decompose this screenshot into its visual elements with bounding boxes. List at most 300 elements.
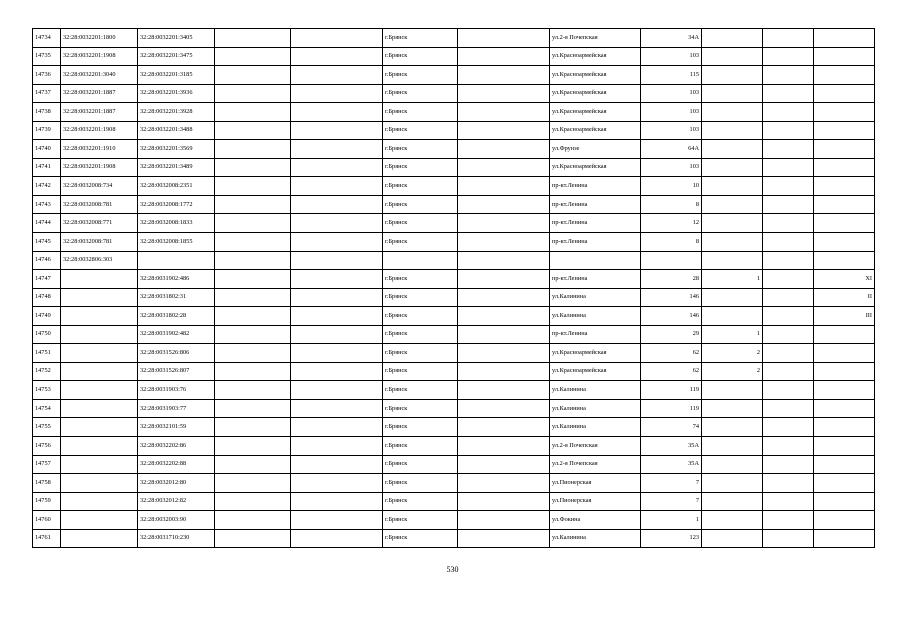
empty-cell-cell bbox=[763, 399, 814, 418]
record-number-cell: 14760 bbox=[33, 511, 61, 530]
empty-cell-cell bbox=[291, 177, 383, 196]
record-number-cell: 14738 bbox=[33, 103, 61, 122]
empty-cell-cell bbox=[291, 492, 383, 511]
empty-cell-cell bbox=[458, 344, 550, 363]
table-row bbox=[33, 344, 875, 363]
house-number-cell: 103 bbox=[641, 103, 702, 122]
city-cell bbox=[383, 251, 458, 270]
section-number-cell bbox=[702, 158, 763, 177]
page-number: 530 bbox=[446, 565, 459, 574]
object-number-cell: 32:28:0032201:3475 bbox=[138, 47, 215, 66]
section-number-cell bbox=[702, 437, 763, 456]
cadastral-number-cell: 32:28:0032201:1910 bbox=[61, 140, 138, 159]
empty-cell-cell bbox=[458, 251, 550, 270]
empty-cell-cell bbox=[291, 529, 383, 548]
empty-cell-cell bbox=[291, 418, 383, 437]
table-row bbox=[33, 307, 875, 326]
city-cell: г.Брянск bbox=[383, 66, 458, 85]
empty-cell-cell bbox=[291, 103, 383, 122]
object-number-cell: 32:28:0032012:80 bbox=[138, 474, 215, 493]
premises-roman-cell bbox=[814, 251, 875, 270]
cadastral-number-cell: 32:28:0032201:1887 bbox=[61, 84, 138, 103]
empty-cell-cell bbox=[763, 158, 814, 177]
object-number-cell bbox=[138, 251, 215, 270]
empty-cell-cell bbox=[458, 511, 550, 530]
street-cell: ул.Красноармейская bbox=[550, 103, 641, 122]
object-number-cell: 32:28:0032201:3936 bbox=[138, 84, 215, 103]
empty-cell-cell bbox=[458, 103, 550, 122]
table-row bbox=[33, 140, 875, 159]
record-number-cell: 14751 bbox=[33, 344, 61, 363]
city-cell: г.Брянск bbox=[383, 177, 458, 196]
empty-cell-cell bbox=[458, 47, 550, 66]
section-number-cell bbox=[702, 307, 763, 326]
cadastral-number-cell: 32:28:0032201:3040 bbox=[61, 66, 138, 85]
premises-roman-cell bbox=[814, 511, 875, 530]
empty-cell-cell bbox=[763, 121, 814, 140]
cadastral-number-cell: 32:28:0032201:1800 bbox=[61, 29, 138, 48]
city-cell: г.Брянск bbox=[383, 121, 458, 140]
empty-cell-cell bbox=[291, 251, 383, 270]
cadastral-number-cell bbox=[61, 288, 138, 307]
house-number-cell: 62 bbox=[641, 344, 702, 363]
cadastral-number-cell bbox=[61, 362, 138, 381]
record-number-cell: 14748 bbox=[33, 288, 61, 307]
record-number-cell: 14753 bbox=[33, 381, 61, 400]
cadastral-number-cell: 32:28:0032201:1908 bbox=[61, 158, 138, 177]
empty-cell-cell bbox=[291, 158, 383, 177]
table-row bbox=[33, 121, 875, 140]
section-number-cell bbox=[702, 418, 763, 437]
city-cell: г.Брянск bbox=[383, 140, 458, 159]
premises-roman-cell bbox=[814, 455, 875, 474]
house-number-cell bbox=[641, 251, 702, 270]
premises-roman-cell: III bbox=[814, 307, 875, 326]
premises-roman-cell bbox=[814, 177, 875, 196]
premises-roman-cell bbox=[814, 492, 875, 511]
object-number-cell: 32:28:0031526:806 bbox=[138, 344, 215, 363]
cadastral-number-cell bbox=[61, 492, 138, 511]
section-number-cell bbox=[702, 455, 763, 474]
cadastral-number-cell: 32:28:0032008:781 bbox=[61, 195, 138, 214]
empty-cell-cell bbox=[458, 529, 550, 548]
city-cell: г.Брянск bbox=[383, 29, 458, 48]
city-cell: г.Брянск bbox=[383, 84, 458, 103]
record-number-cell: 14742 bbox=[33, 177, 61, 196]
record-number-cell: 14752 bbox=[33, 362, 61, 381]
section-number-cell bbox=[702, 177, 763, 196]
section-number-cell bbox=[702, 47, 763, 66]
city-cell: г.Брянск bbox=[383, 362, 458, 381]
street-cell: ул.Красноармейская bbox=[550, 344, 641, 363]
empty-cell-cell bbox=[763, 66, 814, 85]
table-row bbox=[33, 511, 875, 530]
empty-cell-cell bbox=[763, 103, 814, 122]
table-row bbox=[33, 214, 875, 233]
record-number-cell: 14741 bbox=[33, 158, 61, 177]
section-number-cell bbox=[702, 195, 763, 214]
empty-cell-cell bbox=[763, 437, 814, 456]
empty-cell-cell bbox=[763, 84, 814, 103]
record-number-cell: 14740 bbox=[33, 140, 61, 159]
section-number-cell bbox=[702, 474, 763, 493]
premises-roman-cell bbox=[814, 437, 875, 456]
record-number-cell: 14759 bbox=[33, 492, 61, 511]
premises-roman-cell bbox=[814, 362, 875, 381]
empty-cell-cell bbox=[458, 29, 550, 48]
premises-roman-cell bbox=[814, 47, 875, 66]
street-cell: ул.Фокина bbox=[550, 511, 641, 530]
empty-cell-cell bbox=[215, 325, 291, 344]
empty-cell-cell bbox=[215, 492, 291, 511]
empty-cell-cell bbox=[458, 177, 550, 196]
section-number-cell bbox=[702, 103, 763, 122]
object-number-cell: 32:28:0032101:59 bbox=[138, 418, 215, 437]
empty-cell-cell bbox=[291, 381, 383, 400]
house-number-cell: 7 bbox=[641, 492, 702, 511]
empty-cell-cell bbox=[458, 418, 550, 437]
record-number-cell: 14757 bbox=[33, 455, 61, 474]
record-number-cell: 14737 bbox=[33, 84, 61, 103]
section-number-cell bbox=[702, 121, 763, 140]
street-cell: пр-кт.Ленина bbox=[550, 233, 641, 252]
section-number-cell: 1 bbox=[702, 270, 763, 289]
empty-cell-cell bbox=[215, 270, 291, 289]
cadastral-number-cell bbox=[61, 437, 138, 456]
table-row bbox=[33, 103, 875, 122]
premises-roman-cell bbox=[814, 344, 875, 363]
object-number-cell: 32:28:0032201:3405 bbox=[138, 29, 215, 48]
empty-cell-cell bbox=[215, 474, 291, 493]
empty-cell-cell bbox=[458, 84, 550, 103]
empty-cell-cell bbox=[763, 195, 814, 214]
empty-cell-cell bbox=[291, 288, 383, 307]
city-cell: г.Брянск bbox=[383, 511, 458, 530]
city-cell: г.Брянск bbox=[383, 381, 458, 400]
house-number-cell: 1 bbox=[641, 511, 702, 530]
cadastral-number-cell bbox=[61, 455, 138, 474]
empty-cell-cell bbox=[458, 362, 550, 381]
street-cell: ул.2-я Почепская bbox=[550, 437, 641, 456]
table-row bbox=[33, 362, 875, 381]
table-row bbox=[33, 381, 875, 400]
house-number-cell: 64А bbox=[641, 140, 702, 159]
premises-roman-cell bbox=[814, 418, 875, 437]
object-number-cell: 32:28:0031902:486 bbox=[138, 270, 215, 289]
empty-cell-cell bbox=[215, 121, 291, 140]
premises-roman-cell bbox=[814, 529, 875, 548]
table-row bbox=[33, 399, 875, 418]
section-number-cell bbox=[702, 251, 763, 270]
object-number-cell: 32:28:0032201:3488 bbox=[138, 121, 215, 140]
table-row bbox=[33, 455, 875, 474]
city-cell: г.Брянск bbox=[383, 455, 458, 474]
street-cell: ул.Красноармейская bbox=[550, 158, 641, 177]
empty-cell-cell bbox=[291, 455, 383, 474]
empty-cell-cell bbox=[458, 474, 550, 493]
table-row bbox=[33, 66, 875, 85]
empty-cell-cell bbox=[763, 288, 814, 307]
street-cell: ул.Калинина bbox=[550, 418, 641, 437]
empty-cell-cell bbox=[458, 399, 550, 418]
empty-cell-cell bbox=[291, 47, 383, 66]
city-cell: г.Брянск bbox=[383, 325, 458, 344]
city-cell: г.Брянск bbox=[383, 344, 458, 363]
empty-cell-cell bbox=[215, 455, 291, 474]
empty-cell-cell bbox=[291, 195, 383, 214]
house-number-cell: 8 bbox=[641, 233, 702, 252]
street-cell: ул.Красноармейская bbox=[550, 47, 641, 66]
house-number-cell: 62 bbox=[641, 362, 702, 381]
table-row bbox=[33, 325, 875, 344]
registry-table bbox=[32, 28, 875, 548]
record-number-cell: 14750 bbox=[33, 325, 61, 344]
empty-cell-cell bbox=[458, 66, 550, 85]
premises-roman-cell bbox=[814, 121, 875, 140]
table-row bbox=[33, 492, 875, 511]
empty-cell-cell bbox=[763, 233, 814, 252]
table-row bbox=[33, 177, 875, 196]
street-cell: ул.2-я Почепская bbox=[550, 455, 641, 474]
empty-cell-cell bbox=[763, 529, 814, 548]
street-cell: ул.Красноармейская bbox=[550, 121, 641, 140]
empty-cell-cell bbox=[763, 325, 814, 344]
house-number-cell: 35А bbox=[641, 437, 702, 456]
section-number-cell bbox=[702, 511, 763, 530]
street-cell bbox=[550, 251, 641, 270]
section-number-cell bbox=[702, 84, 763, 103]
object-number-cell: 32:28:0031802:31 bbox=[138, 288, 215, 307]
cadastral-number-cell bbox=[61, 381, 138, 400]
house-number-cell: 103 bbox=[641, 121, 702, 140]
table-row bbox=[33, 47, 875, 66]
empty-cell-cell bbox=[215, 437, 291, 456]
empty-cell-cell bbox=[458, 455, 550, 474]
empty-cell-cell bbox=[291, 344, 383, 363]
empty-cell-cell bbox=[763, 140, 814, 159]
cadastral-number-cell: 32:28:0032008:781 bbox=[61, 233, 138, 252]
object-number-cell: 32:28:0031710:230 bbox=[138, 529, 215, 548]
street-cell: пр-кт.Ленина bbox=[550, 177, 641, 196]
empty-cell-cell bbox=[458, 121, 550, 140]
house-number-cell: 103 bbox=[641, 47, 702, 66]
object-number-cell: 32:28:0031802:28 bbox=[138, 307, 215, 326]
cadastral-number-cell bbox=[61, 399, 138, 418]
house-number-cell: 8 bbox=[641, 195, 702, 214]
street-cell: ул.Калинина bbox=[550, 381, 641, 400]
section-number-cell: 2 bbox=[702, 362, 763, 381]
empty-cell-cell bbox=[458, 307, 550, 326]
empty-cell-cell bbox=[291, 307, 383, 326]
empty-cell-cell bbox=[763, 492, 814, 511]
city-cell: г.Брянск bbox=[383, 474, 458, 493]
city-cell: г.Брянск bbox=[383, 399, 458, 418]
empty-cell-cell bbox=[215, 103, 291, 122]
section-number-cell bbox=[702, 66, 763, 85]
section-number-cell bbox=[702, 381, 763, 400]
empty-cell-cell bbox=[215, 399, 291, 418]
premises-roman-cell bbox=[814, 325, 875, 344]
record-number-cell: 14747 bbox=[33, 270, 61, 289]
record-number-cell: 14739 bbox=[33, 121, 61, 140]
section-number-cell bbox=[702, 529, 763, 548]
cadastral-number-cell: 32:28:0032201:1908 bbox=[61, 47, 138, 66]
empty-cell-cell bbox=[763, 474, 814, 493]
cadastral-number-cell bbox=[61, 529, 138, 548]
city-cell: г.Брянск bbox=[383, 492, 458, 511]
table-row bbox=[33, 84, 875, 103]
empty-cell-cell bbox=[215, 233, 291, 252]
city-cell: г.Брянск bbox=[383, 418, 458, 437]
table-row bbox=[33, 288, 875, 307]
street-cell: ул.Красноармейская bbox=[550, 362, 641, 381]
object-number-cell: 32:28:0031526:807 bbox=[138, 362, 215, 381]
record-number-cell: 14734 bbox=[33, 29, 61, 48]
object-number-cell: 32:28:0032003:90 bbox=[138, 511, 215, 530]
record-number-cell: 14756 bbox=[33, 437, 61, 456]
empty-cell-cell bbox=[458, 233, 550, 252]
record-number-cell: 14754 bbox=[33, 399, 61, 418]
city-cell: г.Брянск bbox=[383, 288, 458, 307]
city-cell: г.Брянск bbox=[383, 270, 458, 289]
city-cell: г.Брянск bbox=[383, 103, 458, 122]
cadastral-number-cell bbox=[61, 307, 138, 326]
city-cell: г.Брянск bbox=[383, 233, 458, 252]
table-row bbox=[33, 474, 875, 493]
empty-cell-cell bbox=[458, 325, 550, 344]
record-number-cell: 14735 bbox=[33, 47, 61, 66]
cadastral-number-cell bbox=[61, 511, 138, 530]
cadastral-number-cell bbox=[61, 270, 138, 289]
table-row bbox=[33, 233, 875, 252]
object-number-cell: 32:28:0032201:3569 bbox=[138, 140, 215, 159]
record-number-cell: 14761 bbox=[33, 529, 61, 548]
city-cell: г.Брянск bbox=[383, 158, 458, 177]
empty-cell-cell bbox=[215, 418, 291, 437]
empty-cell-cell bbox=[763, 270, 814, 289]
empty-cell-cell bbox=[215, 195, 291, 214]
table-row bbox=[33, 29, 875, 48]
cadastral-number-cell: 32:28:0032201:1887 bbox=[61, 103, 138, 122]
empty-cell-cell bbox=[215, 362, 291, 381]
house-number-cell: 74 bbox=[641, 418, 702, 437]
house-number-cell: 35А bbox=[641, 455, 702, 474]
record-number-cell: 14749 bbox=[33, 307, 61, 326]
city-cell: г.Брянск bbox=[383, 47, 458, 66]
premises-roman-cell bbox=[814, 195, 875, 214]
cadastral-number-cell: 32:28:0032806:303 bbox=[61, 251, 138, 270]
premises-roman-cell bbox=[814, 103, 875, 122]
record-number-cell: 14755 bbox=[33, 418, 61, 437]
street-cell: ул.Красноармейская bbox=[550, 84, 641, 103]
table-row bbox=[33, 270, 875, 289]
empty-cell-cell bbox=[763, 344, 814, 363]
empty-cell-cell bbox=[291, 270, 383, 289]
empty-cell-cell bbox=[291, 84, 383, 103]
empty-cell-cell bbox=[215, 158, 291, 177]
premises-roman-cell bbox=[814, 140, 875, 159]
empty-cell-cell bbox=[458, 158, 550, 177]
cadastral-number-cell: 32:28:0032008:771 bbox=[61, 214, 138, 233]
premises-roman-cell bbox=[814, 66, 875, 85]
house-number-cell: 28 bbox=[641, 270, 702, 289]
object-number-cell: 32:28:0032012:82 bbox=[138, 492, 215, 511]
house-number-cell: 115 bbox=[641, 66, 702, 85]
section-number-cell bbox=[702, 233, 763, 252]
empty-cell-cell bbox=[458, 195, 550, 214]
record-number-cell: 14743 bbox=[33, 195, 61, 214]
premises-roman-cell bbox=[814, 84, 875, 103]
city-cell: г.Брянск bbox=[383, 307, 458, 326]
table-body bbox=[33, 29, 875, 548]
empty-cell-cell bbox=[763, 381, 814, 400]
empty-cell-cell bbox=[215, 381, 291, 400]
empty-cell-cell bbox=[763, 418, 814, 437]
house-number-cell: 146 bbox=[641, 288, 702, 307]
street-cell: ул.Пионерская bbox=[550, 474, 641, 493]
empty-cell-cell bbox=[291, 362, 383, 381]
empty-cell-cell bbox=[215, 288, 291, 307]
empty-cell-cell bbox=[458, 437, 550, 456]
empty-cell-cell bbox=[215, 47, 291, 66]
premises-roman-cell bbox=[814, 158, 875, 177]
street-cell: ул.2-я Почепская bbox=[550, 29, 641, 48]
empty-cell-cell bbox=[458, 270, 550, 289]
section-number-cell bbox=[702, 288, 763, 307]
empty-cell-cell bbox=[291, 233, 383, 252]
empty-cell-cell bbox=[215, 529, 291, 548]
empty-cell-cell bbox=[291, 474, 383, 493]
section-number-cell bbox=[702, 492, 763, 511]
empty-cell-cell bbox=[291, 29, 383, 48]
cadastral-number-cell: 32:28:0032201:1908 bbox=[61, 121, 138, 140]
object-number-cell: 32:28:0032202:88 bbox=[138, 455, 215, 474]
empty-cell-cell bbox=[215, 29, 291, 48]
house-number-cell: 7 bbox=[641, 474, 702, 493]
street-cell: пр-кт.Ленина bbox=[550, 325, 641, 344]
cadastral-number-cell bbox=[61, 344, 138, 363]
empty-cell-cell bbox=[763, 455, 814, 474]
empty-cell-cell bbox=[291, 121, 383, 140]
record-number-cell: 14744 bbox=[33, 214, 61, 233]
street-cell: пр-кт.Ленина bbox=[550, 270, 641, 289]
empty-cell-cell bbox=[458, 214, 550, 233]
empty-cell-cell bbox=[763, 251, 814, 270]
table-row bbox=[33, 529, 875, 548]
empty-cell-cell bbox=[291, 437, 383, 456]
object-number-cell: 32:28:0032008:1772 bbox=[138, 195, 215, 214]
empty-cell-cell bbox=[763, 307, 814, 326]
object-number-cell: 32:28:0032202:86 bbox=[138, 437, 215, 456]
house-number-cell: 119 bbox=[641, 399, 702, 418]
object-number-cell: 32:28:0032008:1833 bbox=[138, 214, 215, 233]
section-number-cell: 1 bbox=[702, 325, 763, 344]
premises-roman-cell: XI bbox=[814, 270, 875, 289]
street-cell: ул.Калинина bbox=[550, 529, 641, 548]
empty-cell-cell bbox=[763, 511, 814, 530]
empty-cell-cell bbox=[291, 140, 383, 159]
empty-cell-cell bbox=[763, 29, 814, 48]
premises-roman-cell bbox=[814, 399, 875, 418]
section-number-cell: 2 bbox=[702, 344, 763, 363]
street-cell: ул.Калинина bbox=[550, 288, 641, 307]
object-number-cell: 32:28:0032201:3928 bbox=[138, 103, 215, 122]
house-number-cell: 34А bbox=[641, 29, 702, 48]
empty-cell-cell bbox=[215, 307, 291, 326]
section-number-cell bbox=[702, 140, 763, 159]
house-number-cell: 12 bbox=[641, 214, 702, 233]
object-number-cell: 32:28:0031903:76 bbox=[138, 381, 215, 400]
